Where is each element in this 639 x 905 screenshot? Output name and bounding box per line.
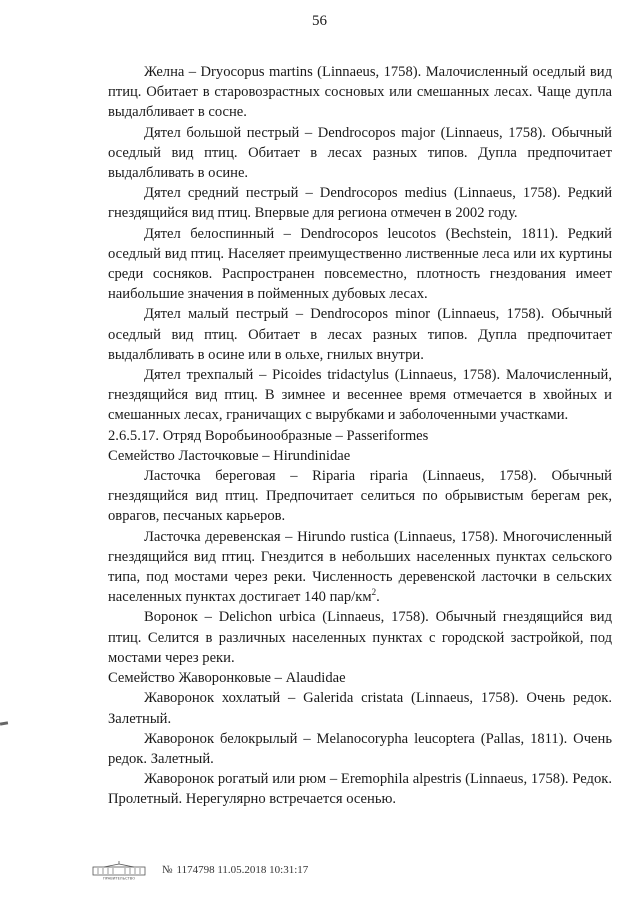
document-footer xyxy=(90,860,308,880)
government-seal-icon xyxy=(90,860,148,880)
barn-swallow-period: . xyxy=(376,589,380,606)
paragraph-barn-swallow xyxy=(108,527,612,608)
family-heading-larks: Семейство Жаворонковые – Alaudidae xyxy=(108,670,346,687)
document-registration-stamp: 1174798 11.05.2018 10:31:17 xyxy=(176,864,309,876)
paragraph-sand-martin: Ласточка береговая – Riparia riparia (Linnaeus, 1758). Обычный гнездящийся вид птиц. Предпочитает селиться по обрывистым берегам рек, оврагов, песчаных карьеров. xyxy=(108,468,612,525)
seal-caption: ПРАВИТЕЛЬСТВО xyxy=(102,876,136,880)
paragraph-three-toed-woodpecker: Дятел трехпалый – Picoides tridactylus (Linnaeus, 1758). Малочисленный, гнездящийся вид птиц. В зимнее и весеннее время отмечается в хвойных и смешанных лесах, граничащих с вырубками и заболоченными участками. xyxy=(108,367,612,424)
document-body xyxy=(108,62,612,810)
paragraph-white-backed-woodpecker: Дятел белоспинный – Dendrocopos leucotos (Bechstein, 1811). Редкий оседлый вид птиц. Населяет преимущественно лиственные леса или их куртины среди сосняков. Распространен повсеместно, плотность гнездования имеет наибольшие значения в пойменных дубовых лесах. xyxy=(108,225,612,303)
paragraph-great-spotted-woodpecker: Дятел большой пестрый – Dendrocopos major (Linnaeus, 1758). Обычный оседлый вид птиц. Обитает в лесах разных типов. Дупла предпочитает выдалбливать в осине. xyxy=(108,124,612,182)
paragraph-horned-lark: Жаворонок рогатый или рюм – Eremophila alpestris (Linnaeus, 1758). Редок. Пролетный. Нерегулярно встречается осенью. xyxy=(108,771,612,808)
paragraph-middle-spotted-woodpecker: Дятел средний пестрый – Dendrocopos medius (Linnaeus, 1758). Редкий гнездящийся вид птиц. Впервые для региона отмечен в 2002 году. xyxy=(108,185,612,222)
paragraph-crested-lark: Жаворонок хохлатый – Galerida cristata (Linnaeus, 1758). Очень редок. Залетный. xyxy=(108,690,612,727)
paragraph-house-martin: Воронок – Delichon urbica (Linnaeus, 1758). Обычный гнездящийся вид птиц. Селится в различных населенных пунктах с городской застройкой, под мостами через реки. xyxy=(108,609,612,666)
document-number-sign: № xyxy=(162,864,173,876)
order-heading: 2.6.5.17. Отряд Воробьинообразные – Passeriformes xyxy=(108,427,429,444)
family-heading-swallows: Семейство Ласточковые – Hirundinidae xyxy=(108,447,351,464)
paragraph-zhelna: Желна – Dryocopus martins (Linnaeus, 1758). Малочисленный оседлый вид птиц. Обитает в старовозрастных сосновых или смешанных лесах. Чаще дупла выдалбливает в сосне. xyxy=(108,64,612,121)
scan-mark xyxy=(0,721,8,725)
paragraph-lesser-spotted-woodpecker: Дятел малый пестрый – Dendrocopos minor (Linnaeus, 1758). Обычный оседлый вид птиц. Обитает в лесах разных типов. Дупла предпочитает выдалбливать в осине или в ольхе, гнилых внутри. xyxy=(108,306,612,363)
superscript-squared: 2 xyxy=(371,587,377,598)
page-number: 56 xyxy=(312,13,327,29)
barn-swallow-text: Ласточка деревенская – Hirundo rustica (Linnaeus, 1758). Многочисленный гнездящийся вид птиц. Гнездится в небольших населенных пунктах сельского типа, под мостами через реки. Численность деревенской ласточки в сельских населенных пунктах достигает 140 пар/км xyxy=(108,528,612,606)
paragraph-white-winged-lark: Жаворонок белокрылый – Melanocorypha leucoptera (Pallas, 1811). Очень редок. Залетный. xyxy=(108,730,612,767)
